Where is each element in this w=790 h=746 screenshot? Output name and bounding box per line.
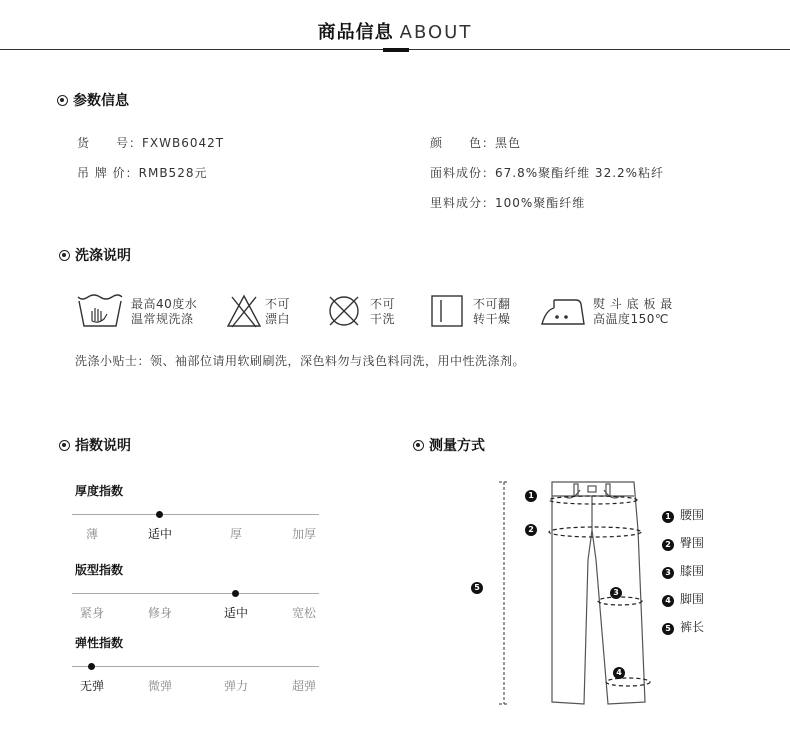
index-scale-line — [72, 514, 319, 515]
index-option: 适中 — [223, 606, 248, 620]
marker-4: 4 — [613, 667, 625, 679]
legend-number: 4 — [662, 595, 674, 607]
marker-1: 1 — [525, 490, 537, 502]
index-option: 微弹 — [147, 679, 172, 693]
index-option: 紧身 — [79, 606, 104, 620]
index-option: 适中 — [147, 527, 172, 541]
no-dry-clean-icon — [326, 293, 362, 329]
legend-item — [662, 562, 704, 579]
index-option: 修身 — [147, 606, 172, 620]
marker-3: 3 — [610, 587, 622, 599]
wash-label-4: 不可翻 转干燥 — [473, 297, 511, 326]
legend-label: 臀围 — [680, 536, 705, 550]
no-bleach-icon — [226, 293, 262, 329]
index-title: 版型指数 — [75, 563, 124, 577]
wash-label-5: 熨 斗 底 板 最 高温度150℃ — [593, 297, 673, 326]
param-fabric: 面料成份：67.8%聚酯纤维 32.2%粘纤 — [430, 166, 665, 180]
page-title — [0, 18, 790, 44]
index-option: 超弹 — [291, 679, 316, 693]
index-scale-line — [72, 593, 319, 594]
title-en: ABOUT — [399, 22, 473, 43]
param-tag-price: 吊 牌 价：RMB528元 — [77, 166, 208, 180]
measure-heading: 测量方式 — [413, 435, 485, 455]
legend-label: 腰围 — [680, 508, 705, 522]
legend-label: 脚围 — [680, 592, 705, 606]
index-scale-line — [72, 666, 319, 667]
no-tumble-dry-icon — [430, 294, 464, 328]
header-accent-bar — [383, 48, 409, 52]
washing-heading: 洗涤说明 — [59, 245, 131, 265]
index-option: 无弹 — [79, 679, 104, 693]
target-icon — [57, 95, 68, 106]
iron-icon — [540, 294, 586, 328]
legend-number: 1 — [662, 511, 674, 523]
index-title: 弹性指数 — [75, 636, 124, 650]
wash-label-3: 不可 干洗 — [370, 297, 396, 326]
param-color: 颜 色：黑色 — [430, 136, 522, 150]
marker-2: 2 — [525, 524, 537, 536]
pants-diagram — [480, 470, 660, 710]
target-icon — [59, 250, 70, 261]
hand-wash-icon — [76, 293, 124, 329]
legend-label: 膝围 — [680, 564, 705, 578]
index-option: 宽松 — [291, 606, 316, 620]
title-cn: 商品信息 — [317, 22, 394, 43]
param-lining: 里料成分：100%聚酯纤维 — [430, 196, 586, 210]
legend-number: 2 — [662, 539, 674, 551]
legend-item — [662, 534, 704, 551]
index-selected-dot — [232, 590, 239, 597]
legend-item — [662, 590, 704, 607]
index-selected-dot — [88, 663, 95, 670]
params-heading: 参数信息 — [57, 90, 129, 110]
target-icon — [413, 440, 424, 451]
index-selected-dot — [156, 511, 163, 518]
legend-item — [662, 506, 704, 523]
wash-label-1: 最高40度水 温常规洗涤 — [131, 297, 198, 326]
target-icon — [59, 440, 70, 451]
index-heading: 指数说明 — [59, 435, 131, 455]
legend-number: 5 — [662, 623, 674, 635]
marker-5: 5 — [471, 582, 483, 594]
index-option: 厚 — [229, 527, 242, 541]
legend-number: 3 — [662, 567, 674, 579]
legend-label: 裤长 — [680, 620, 705, 634]
legend-item — [662, 618, 704, 635]
index-option: 薄 — [85, 527, 98, 541]
wash-tip: 洗涤小贴士：领、袖部位请用软刷刷洗，深色料勿与浅色料同洗，用中性洗涤剂。 — [75, 354, 526, 368]
index-option: 加厚 — [291, 527, 316, 541]
index-option: 弹力 — [223, 679, 248, 693]
param-item-number: 货 号：FXWB6042T — [77, 136, 225, 150]
wash-label-2: 不可 漂白 — [265, 297, 291, 326]
index-title: 厚度指数 — [75, 484, 124, 498]
